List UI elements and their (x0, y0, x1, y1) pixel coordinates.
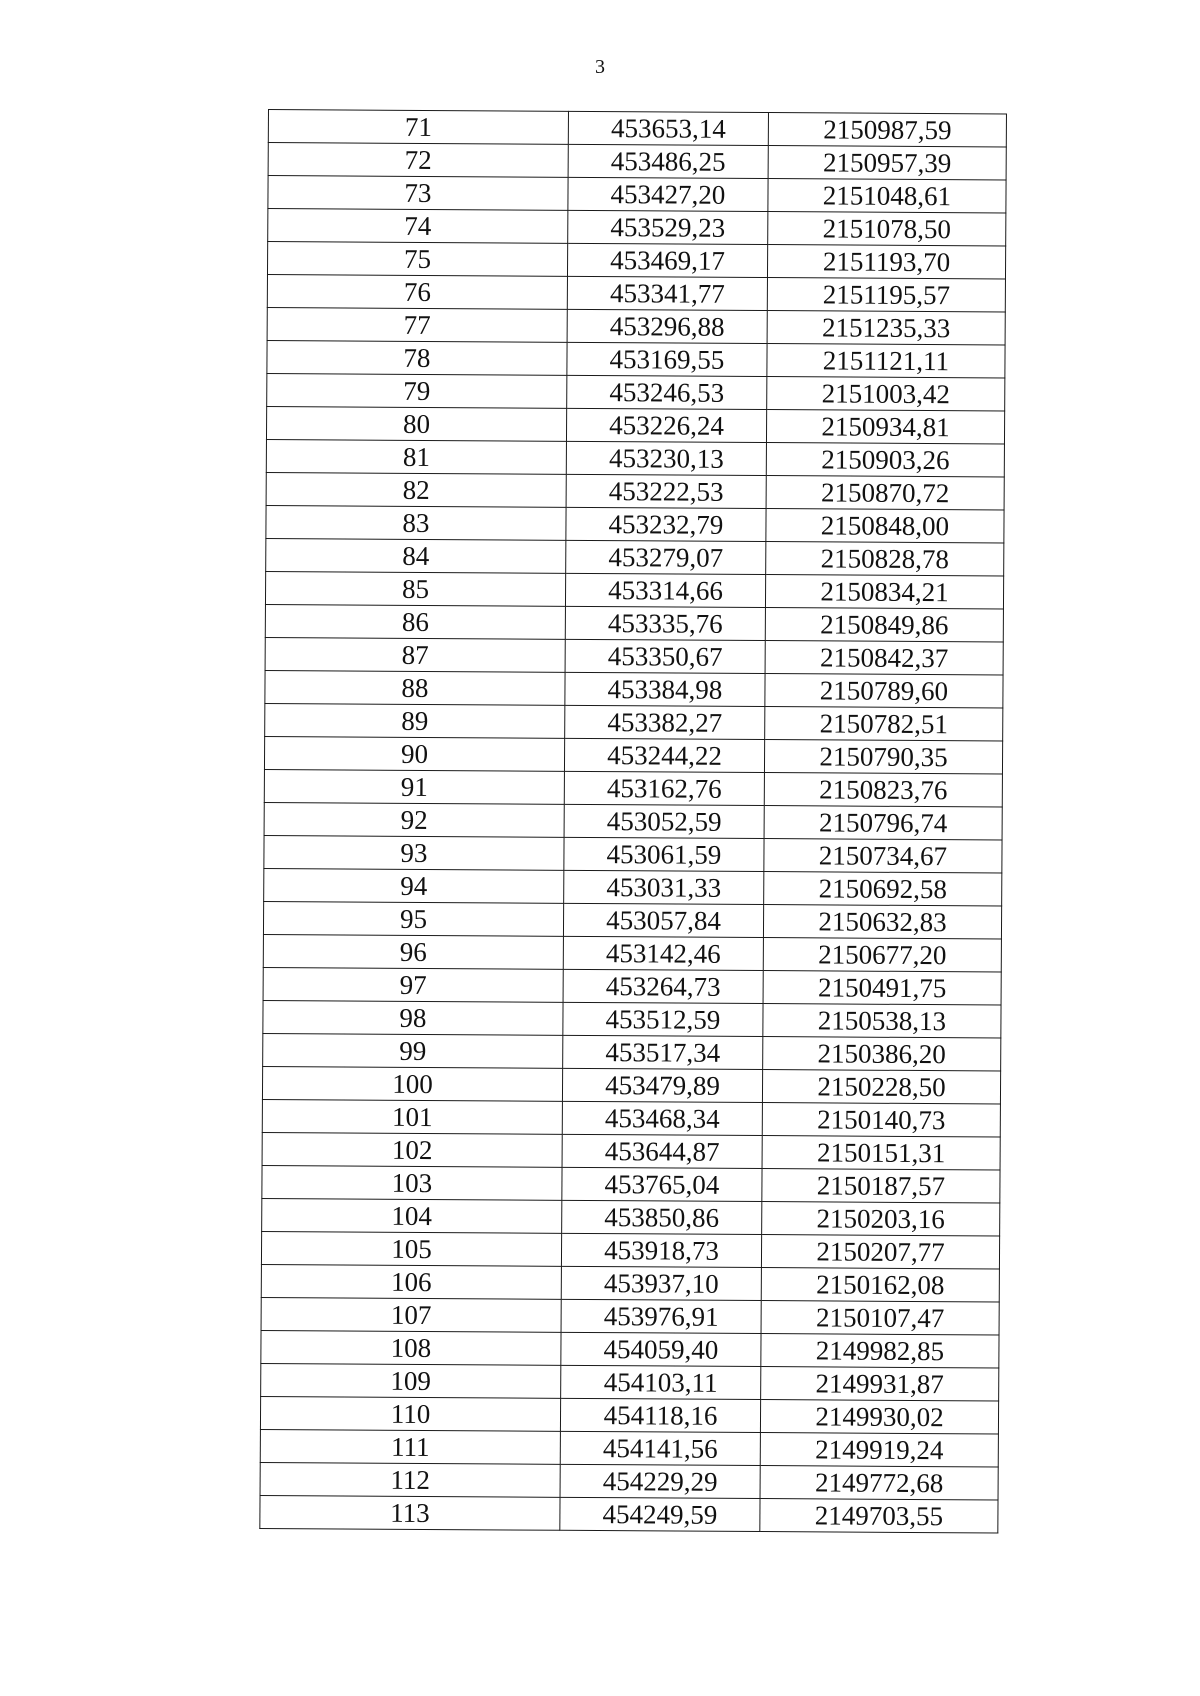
point-number-cell: 107 (261, 1297, 561, 1332)
table-row (265, 637, 1003, 675)
x-coordinate-cell: 454118,16 (560, 1398, 760, 1432)
table-row (263, 1000, 1001, 1038)
y-coordinate-cell: 2150228,50 (762, 1070, 1000, 1104)
y-coordinate-cell: 2149772,68 (760, 1466, 998, 1500)
point-number-cell: 77 (267, 307, 567, 342)
x-coordinate-cell: 454229,29 (560, 1464, 760, 1498)
point-number-cell: 94 (264, 868, 564, 903)
table-row (262, 1099, 1000, 1137)
table-row (263, 967, 1001, 1005)
point-number-cell: 92 (264, 802, 564, 837)
x-coordinate-cell: 453850,86 (562, 1200, 762, 1234)
x-coordinate-cell: 453314,66 (565, 573, 765, 607)
x-coordinate-cell: 453335,76 (565, 606, 765, 640)
point-number-cell: 90 (264, 736, 564, 771)
table-row (261, 1264, 999, 1302)
table-row (266, 472, 1004, 510)
table-row (264, 802, 1002, 840)
table-row (262, 1198, 1000, 1236)
y-coordinate-cell: 2150848,00 (766, 509, 1004, 543)
table-row (261, 1297, 999, 1335)
x-coordinate-cell: 453341,77 (567, 276, 767, 310)
y-coordinate-cell: 2150870,72 (766, 476, 1004, 510)
y-coordinate-cell: 2150957,39 (768, 146, 1006, 180)
coordinates-table-body (260, 110, 1007, 1533)
point-number-cell: 87 (265, 637, 565, 672)
x-coordinate-cell: 453169,55 (567, 342, 767, 376)
x-coordinate-cell: 453382,27 (565, 705, 765, 739)
table-row (262, 1066, 1000, 1104)
table-row (264, 736, 1002, 774)
x-coordinate-cell: 453296,88 (567, 309, 767, 343)
table-row (260, 1495, 998, 1533)
point-number-cell: 102 (262, 1132, 562, 1167)
point-number-cell: 80 (266, 406, 566, 441)
y-coordinate-cell: 2149931,87 (761, 1367, 999, 1401)
table-row (263, 901, 1001, 939)
x-coordinate-cell: 453765,04 (562, 1167, 762, 1201)
point-number-cell: 88 (265, 670, 565, 705)
y-coordinate-cell: 2150734,67 (764, 839, 1002, 873)
x-coordinate-cell: 453264,73 (563, 969, 763, 1003)
point-number-cell: 84 (266, 538, 566, 573)
y-coordinate-cell: 2150934,81 (766, 410, 1004, 444)
y-coordinate-cell: 2150207,77 (761, 1235, 999, 1269)
y-coordinate-cell: 2151121,11 (767, 344, 1005, 378)
point-number-cell: 89 (265, 703, 565, 738)
table-row (267, 340, 1005, 378)
x-coordinate-cell: 453142,46 (563, 936, 763, 970)
y-coordinate-cell: 2150162,08 (761, 1268, 999, 1302)
point-number-cell: 93 (264, 835, 564, 870)
y-coordinate-cell: 2150677,20 (763, 938, 1001, 972)
point-number-cell: 104 (262, 1198, 562, 1233)
y-coordinate-cell: 2150823,76 (764, 773, 1002, 807)
point-number-cell: 108 (261, 1330, 561, 1365)
y-coordinate-cell: 2151078,50 (768, 212, 1006, 246)
table-row (265, 703, 1003, 741)
y-coordinate-cell: 2150632,83 (763, 905, 1001, 939)
point-number-cell: 81 (266, 439, 566, 474)
table-row (268, 209, 1006, 247)
x-coordinate-cell: 453427,20 (568, 177, 768, 211)
y-coordinate-cell: 2150187,57 (762, 1169, 1000, 1203)
x-coordinate-cell: 453468,34 (562, 1101, 762, 1135)
y-coordinate-cell: 2150107,47 (761, 1301, 999, 1335)
table-row (260, 1429, 998, 1467)
x-coordinate-cell: 453512,59 (563, 1002, 763, 1036)
y-coordinate-cell: 2150903,26 (766, 443, 1004, 477)
table-row (264, 769, 1002, 807)
x-coordinate-cell: 453937,10 (561, 1266, 761, 1300)
x-coordinate-cell: 453469,17 (567, 243, 767, 277)
x-coordinate-cell: 453384,98 (565, 672, 765, 706)
point-number-cell: 109 (261, 1363, 561, 1398)
x-coordinate-cell: 453162,76 (564, 771, 764, 805)
y-coordinate-cell: 2150789,60 (765, 674, 1003, 708)
table-row (265, 604, 1003, 642)
point-number-cell: 78 (267, 340, 567, 375)
point-number-cell: 79 (267, 373, 567, 408)
table-row (261, 1231, 999, 1269)
point-number-cell: 97 (263, 967, 563, 1002)
y-coordinate-cell: 2149930,02 (760, 1400, 998, 1434)
y-coordinate-cell: 2150538,13 (763, 1004, 1001, 1038)
table-row (261, 1363, 999, 1401)
point-number-cell: 76 (267, 274, 567, 309)
x-coordinate-cell: 453517,34 (563, 1035, 763, 1069)
table-row (265, 670, 1003, 708)
y-coordinate-cell: 2150834,21 (765, 575, 1003, 609)
x-coordinate-cell: 454249,59 (560, 1497, 760, 1531)
y-coordinate-cell: 2151193,70 (767, 245, 1005, 279)
table-row (261, 1330, 999, 1368)
point-number-cell: 113 (260, 1495, 560, 1530)
x-coordinate-cell: 453052,59 (564, 804, 764, 838)
y-coordinate-cell: 2150790,35 (764, 740, 1002, 774)
y-coordinate-cell: 2150849,86 (765, 608, 1003, 642)
table-row (263, 1033, 1001, 1071)
x-coordinate-cell: 453246,53 (567, 375, 767, 409)
y-coordinate-cell: 2150151,31 (762, 1136, 1000, 1170)
table-row (260, 1462, 998, 1500)
x-coordinate-cell: 453918,73 (561, 1233, 761, 1267)
point-number-cell: 85 (265, 571, 565, 606)
x-coordinate-cell: 453350,67 (565, 639, 765, 673)
y-coordinate-cell: 2151235,33 (767, 311, 1005, 345)
y-coordinate-cell: 2150140,73 (762, 1103, 1000, 1137)
y-coordinate-cell: 2150203,16 (762, 1202, 1000, 1236)
table-row (267, 242, 1005, 280)
table-row (262, 1132, 1000, 1170)
y-coordinate-cell: 2149703,55 (760, 1499, 998, 1533)
point-number-cell: 98 (263, 1000, 563, 1035)
table-row (265, 571, 1003, 609)
x-coordinate-cell: 453976,91 (561, 1299, 761, 1333)
y-coordinate-cell: 2150386,20 (763, 1037, 1001, 1071)
y-coordinate-cell: 2149982,85 (761, 1334, 999, 1368)
table-row (266, 406, 1004, 444)
x-coordinate-cell: 454141,56 (560, 1431, 760, 1465)
y-coordinate-cell: 2151003,42 (767, 377, 1005, 411)
y-coordinate-cell: 2150796,74 (764, 806, 1002, 840)
x-coordinate-cell: 454059,40 (561, 1332, 761, 1366)
point-number-cell: 99 (263, 1033, 563, 1068)
page-number: 3 (595, 56, 605, 78)
table-row (268, 176, 1006, 214)
x-coordinate-cell: 454103,11 (561, 1365, 761, 1399)
x-coordinate-cell: 453031,33 (564, 870, 764, 904)
table-row (263, 934, 1001, 972)
point-number-cell: 96 (263, 934, 563, 969)
y-coordinate-cell: 2151195,57 (767, 278, 1005, 312)
point-number-cell: 83 (266, 505, 566, 540)
x-coordinate-cell: 453232,79 (566, 507, 766, 541)
point-number-cell: 86 (265, 604, 565, 639)
point-number-cell: 73 (268, 176, 568, 211)
table-row (262, 1165, 1000, 1203)
x-coordinate-cell: 453644,87 (562, 1134, 762, 1168)
point-number-cell: 82 (266, 472, 566, 507)
table-row (267, 274, 1005, 312)
y-coordinate-cell: 2150782,51 (765, 707, 1003, 741)
table-row (264, 835, 1002, 873)
table-row (260, 1396, 998, 1434)
point-number-cell: 110 (260, 1396, 560, 1431)
point-number-cell: 106 (261, 1264, 561, 1299)
x-coordinate-cell: 453222,53 (566, 474, 766, 508)
x-coordinate-cell: 453230,13 (566, 441, 766, 475)
x-coordinate-cell: 453057,84 (563, 903, 763, 937)
table-row (266, 505, 1004, 543)
point-number-cell: 111 (260, 1429, 560, 1464)
point-number-cell: 74 (268, 209, 568, 244)
y-coordinate-cell: 2151048,61 (768, 179, 1006, 213)
point-number-cell: 95 (263, 901, 563, 936)
table-row (266, 439, 1004, 477)
point-number-cell: 91 (264, 769, 564, 804)
x-coordinate-cell: 453653,14 (568, 111, 768, 145)
table-row (266, 538, 1004, 576)
table-row (264, 868, 1002, 906)
y-coordinate-cell: 2150692,58 (764, 872, 1002, 906)
y-coordinate-cell: 2149919,24 (760, 1433, 998, 1467)
x-coordinate-cell: 453279,07 (566, 540, 766, 574)
x-coordinate-cell: 453226,24 (566, 408, 766, 442)
x-coordinate-cell: 453244,22 (564, 738, 764, 772)
table-row (268, 143, 1006, 181)
point-number-cell: 72 (268, 143, 568, 178)
y-coordinate-cell: 2150828,78 (766, 542, 1004, 576)
coordinates-table (259, 109, 1007, 1533)
x-coordinate-cell: 453061,59 (564, 837, 764, 871)
point-number-cell: 101 (262, 1099, 562, 1134)
y-coordinate-cell: 2150842,37 (765, 641, 1003, 675)
point-number-cell: 112 (260, 1462, 560, 1497)
point-number-cell: 75 (267, 242, 567, 277)
y-coordinate-cell: 2150491,75 (763, 971, 1001, 1005)
point-number-cell: 100 (262, 1066, 562, 1101)
table-row (268, 110, 1006, 148)
y-coordinate-cell: 2150987,59 (768, 113, 1006, 147)
x-coordinate-cell: 453479,89 (562, 1068, 762, 1102)
x-coordinate-cell: 453529,23 (568, 210, 768, 244)
point-number-cell: 105 (261, 1231, 561, 1266)
table-row (267, 373, 1005, 411)
point-number-cell: 71 (268, 110, 568, 145)
point-number-cell: 103 (262, 1165, 562, 1200)
x-coordinate-cell: 453486,25 (568, 144, 768, 178)
table-row (267, 307, 1005, 345)
